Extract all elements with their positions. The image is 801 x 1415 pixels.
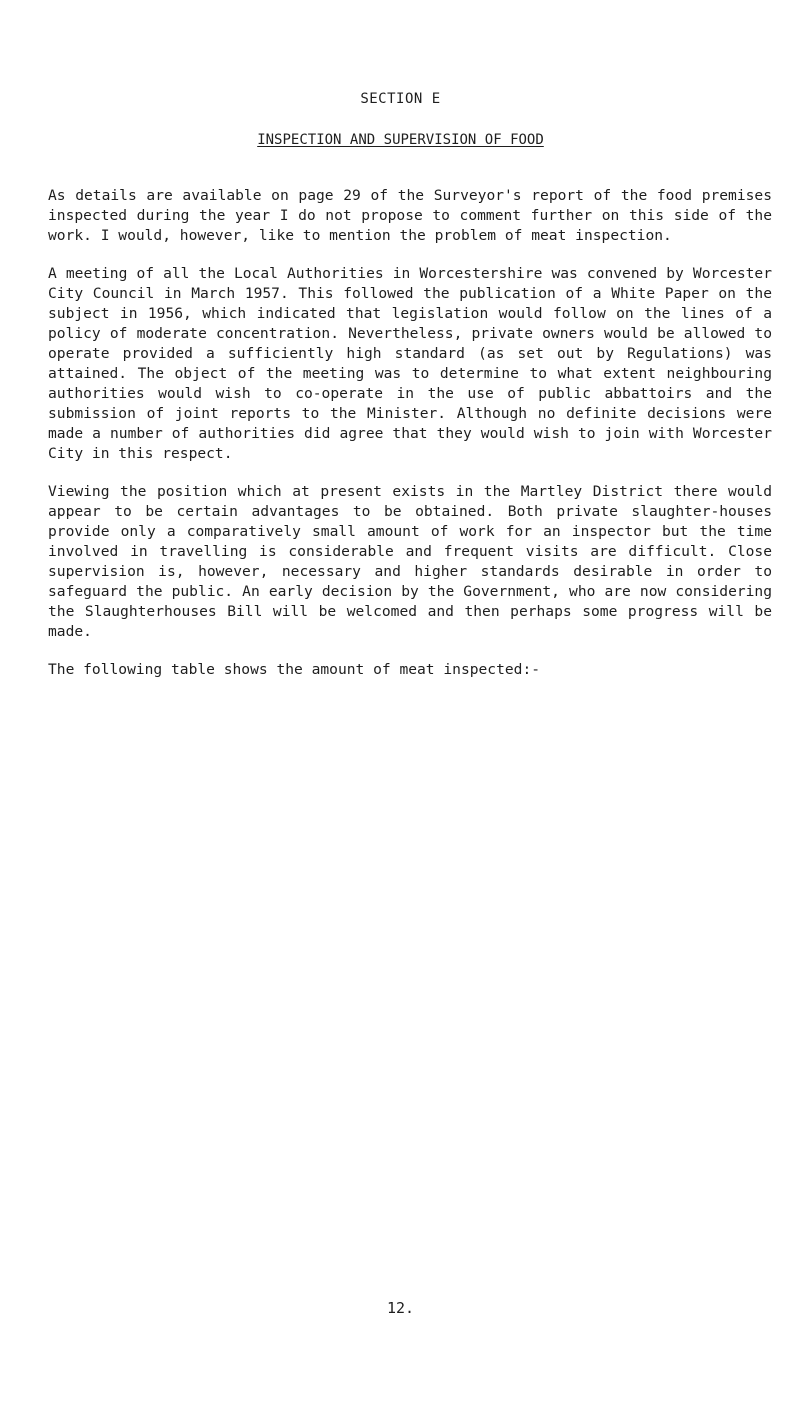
page-number: 12.: [386, 1299, 415, 1317]
body-text: [48, 186, 772, 698]
paragraph-martley-district: Viewing the position which at present exists in the Martley District there would appear to be certain advantages to be obtained. Both private slaughter-houses provide only a comparatively small amount of work for an inspector but the time involved in travelling is considerable and frequent visits are difficult. Close supervision is, however, necessary and higher standards desirable in order to safeguard the public. An early decision by the Government, who are now considering the Slaughterhouses Bill will be welcomed and then perhaps some progress will be made.: [48, 483, 772, 640]
paragraph-table-intro: The following table shows the amount of meat inspected:-: [48, 661, 541, 678]
document-title: [0, 132, 801, 148]
section-heading: SECTION E: [360, 91, 441, 107]
paragraph-meeting: A meeting of all the Local Authorities in Worcestershire was convened by Worcester City Council in March 1957. This followed the publication of a White Paper on the subject in 1956, which indicated that legislation would follow on the lines of a policy of moderate concentration. Nevertheless, private owners would be allowed to operate provided a sufficiently high standard (as set out by Regulations) was attained. The object of the meeting was to determine to what extent neighbouring authorities would wish to co-operate in the use of public abbattoirs and the submission of joint reports to the Minister. Although no definite decisions were made a number of authorities did agree that they would wish to join with Worcester City in this respect.: [48, 265, 772, 462]
document-title-text: INSPECTION AND SUPERVISION OF FOOD: [257, 132, 544, 148]
paragraph-food-premises: As details are available on page 29 of the Surveyor's report of the food premises inspected during the year I do not propose to comment further on this side of the work. I would, however, like to mention the problem of meat inspection.: [48, 187, 772, 244]
